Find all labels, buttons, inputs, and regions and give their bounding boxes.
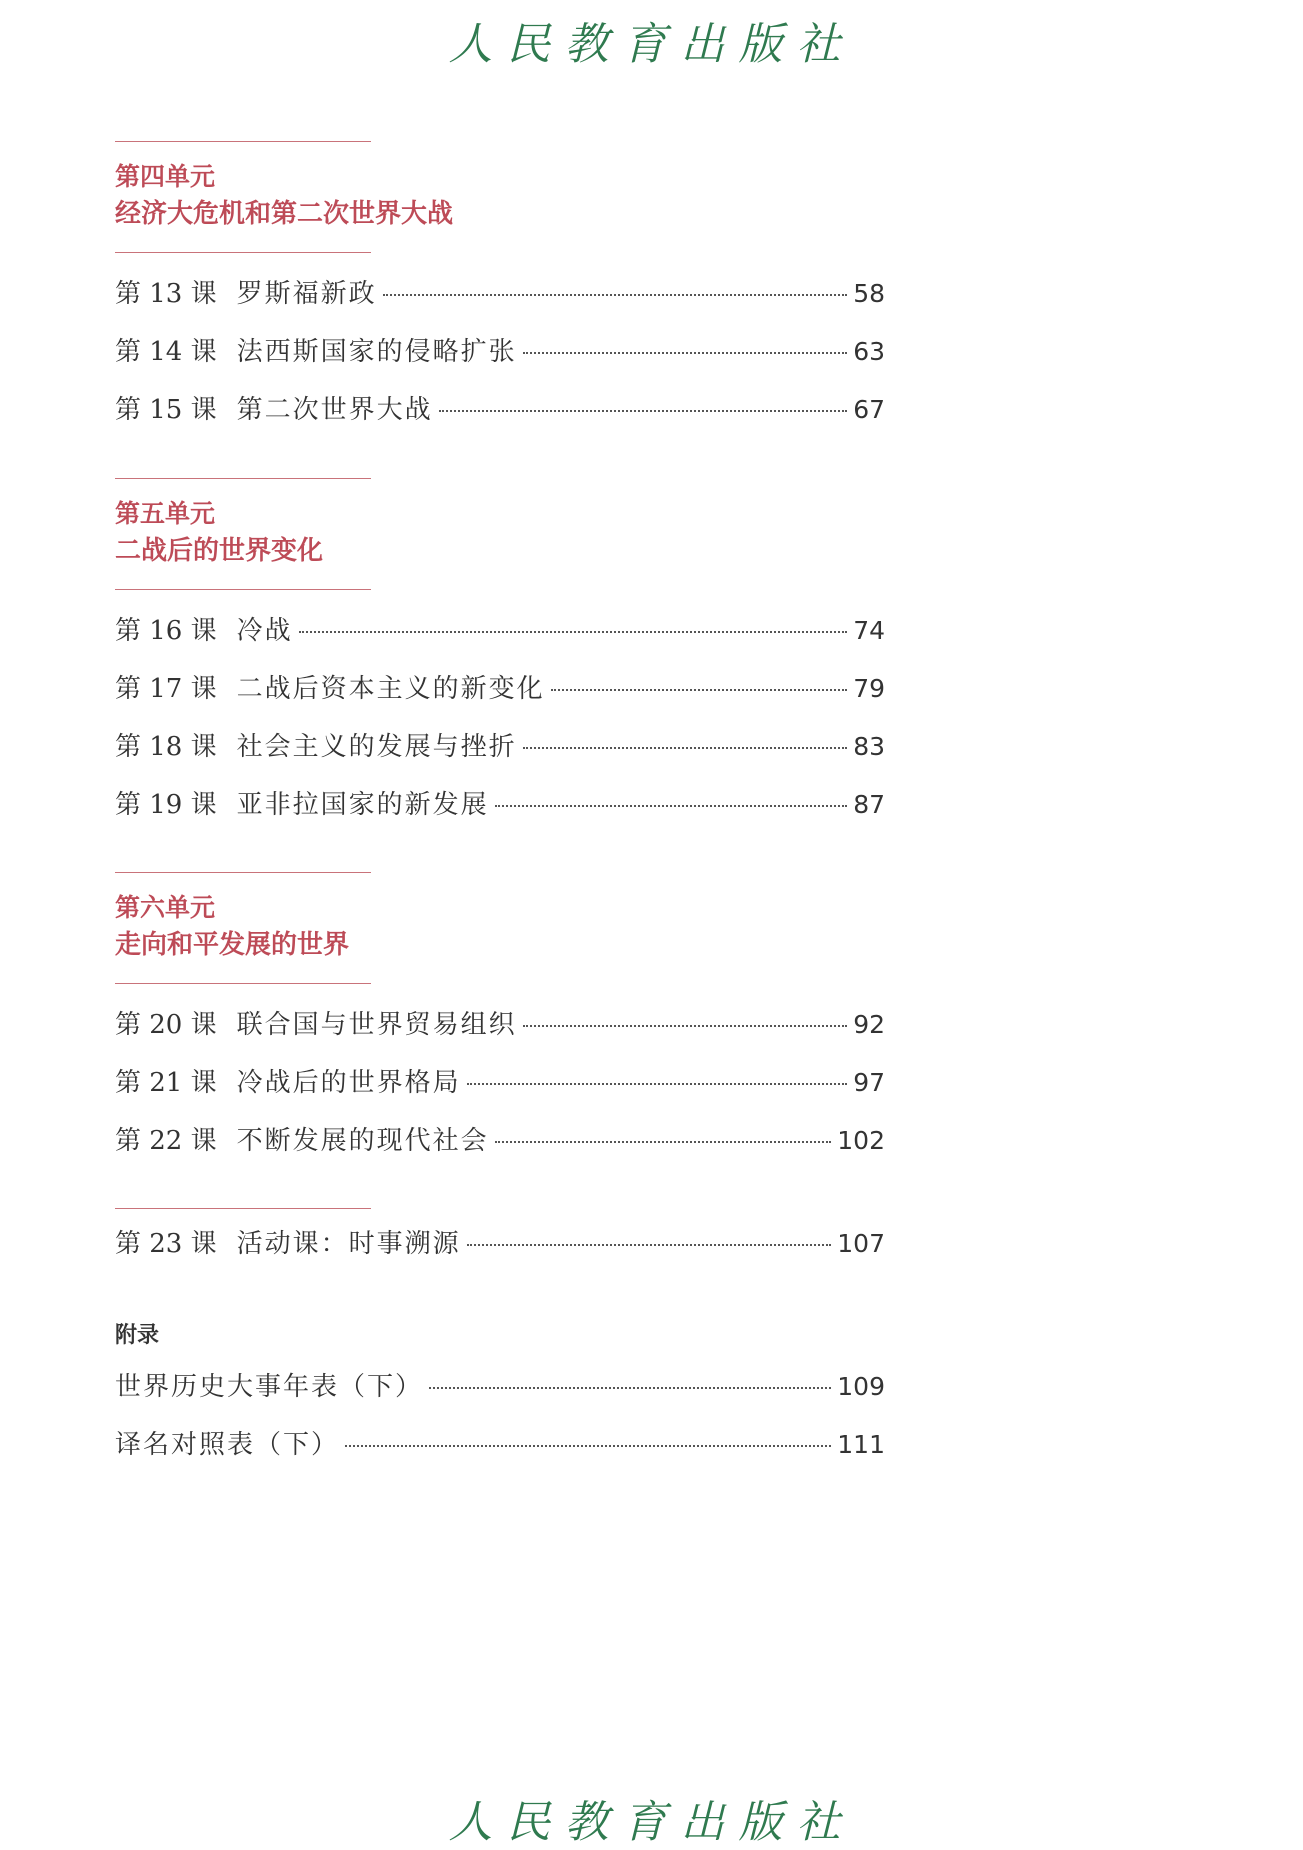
lesson-title: 社会主义的发展与挫折 [236, 732, 517, 762]
page-number: 87 [853, 790, 885, 819]
lesson-title: 亚非拉国家的新发展 [236, 790, 489, 820]
lesson-number: 第 21 课 [115, 1068, 217, 1098]
page-number: 63 [853, 337, 885, 366]
lesson-number: 第 19 课 [115, 790, 217, 820]
page-number: 79 [853, 674, 885, 703]
dot-leader [383, 294, 848, 296]
unit-divider [115, 478, 371, 479]
page-number: 109 [837, 1372, 885, 1401]
dot-leader [429, 1387, 831, 1389]
unit-5 [115, 478, 885, 834]
lesson-title: 冷战后的世界格局 [236, 1068, 461, 1098]
dot-leader [299, 631, 848, 633]
appendix-title: 译名对照表（下） [115, 1430, 340, 1460]
unit-kicker: 第五单元 [115, 499, 216, 528]
toc-entry[interactable] [115, 602, 885, 660]
appendix-section [115, 1358, 885, 1474]
toc-entry[interactable] [115, 1215, 885, 1273]
page-number: 107 [837, 1229, 885, 1258]
toc-entry[interactable] [115, 1416, 885, 1474]
lesson-title: 罗斯福新政 [236, 279, 377, 309]
dot-leader [467, 1244, 832, 1246]
dot-leader [495, 1141, 832, 1143]
lesson-number: 第 23 课 [115, 1229, 217, 1259]
lesson-number: 第 16 课 [115, 616, 217, 646]
page-number: 83 [853, 732, 885, 761]
unit-kicker: 第四单元 [115, 162, 216, 191]
page-number: 74 [853, 616, 885, 645]
dot-leader [523, 1025, 848, 1027]
dot-leader [523, 352, 848, 354]
unit-divider [115, 1208, 371, 1209]
appendix-title: 世界历史大事年表（下） [115, 1372, 424, 1402]
lesson-title: 冷战 [236, 616, 293, 646]
unit-divider [115, 589, 371, 590]
unit-divider [115, 872, 371, 873]
lesson-number: 第 14 课 [115, 337, 217, 367]
page-number: 102 [837, 1126, 885, 1155]
toc-entry[interactable] [115, 718, 885, 776]
unit-title: 二战后的世界变化 [115, 536, 324, 566]
toc-entry[interactable] [115, 1112, 885, 1170]
dot-leader [467, 1083, 848, 1085]
dot-leader [439, 410, 848, 412]
dot-leader [523, 747, 848, 749]
appendix-heading: 附录 [115, 1323, 160, 1348]
activity-section [115, 1208, 885, 1273]
page-number: 92 [853, 1010, 885, 1039]
unit-divider [115, 252, 371, 253]
publisher-logo-bottom: 人民教育出版社 [448, 1797, 855, 1848]
lesson-number: 第 15 课 [115, 395, 217, 425]
lesson-number: 第 18 课 [115, 732, 217, 762]
page-number: 97 [853, 1068, 885, 1097]
lesson-title: 联合国与世界贸易组织 [236, 1010, 517, 1040]
lesson-title: 不断发展的现代社会 [236, 1126, 489, 1156]
dot-leader [345, 1445, 831, 1447]
lesson-number: 第 22 课 [115, 1126, 217, 1156]
toc-entry[interactable] [115, 776, 885, 834]
publisher-logo-top: 人民教育出版社 [448, 19, 855, 70]
lesson-number: 第 17 课 [115, 674, 217, 704]
unit-6 [115, 872, 885, 1170]
unit-kicker: 第六单元 [115, 893, 216, 922]
lesson-title: 法西斯国家的侵略扩张 [236, 337, 517, 367]
toc-entry[interactable] [115, 265, 885, 323]
lesson-title: 活动课：时事溯源 [236, 1229, 461, 1259]
unit-divider [115, 983, 371, 984]
toc-entry[interactable] [115, 1054, 885, 1112]
unit-4 [115, 141, 885, 439]
toc-entry[interactable] [115, 996, 885, 1054]
page-number: 67 [853, 395, 885, 424]
unit-title: 走向和平发展的世界 [115, 930, 350, 960]
page-number: 58 [853, 279, 885, 308]
toc-entry[interactable] [115, 381, 885, 439]
lesson-title: 第二次世界大战 [236, 395, 433, 425]
toc-entry[interactable] [115, 323, 885, 381]
unit-title: 经济大危机和第二次世界大战 [115, 199, 454, 229]
lesson-number: 第 20 课 [115, 1010, 217, 1040]
toc-entry[interactable] [115, 660, 885, 718]
toc-entry[interactable] [115, 1358, 885, 1416]
dot-leader [495, 805, 848, 807]
dot-leader [551, 689, 848, 691]
lesson-title: 二战后资本主义的新变化 [236, 674, 545, 704]
page-number: 111 [837, 1430, 885, 1459]
unit-divider [115, 141, 371, 142]
lesson-number: 第 13 课 [115, 279, 217, 309]
